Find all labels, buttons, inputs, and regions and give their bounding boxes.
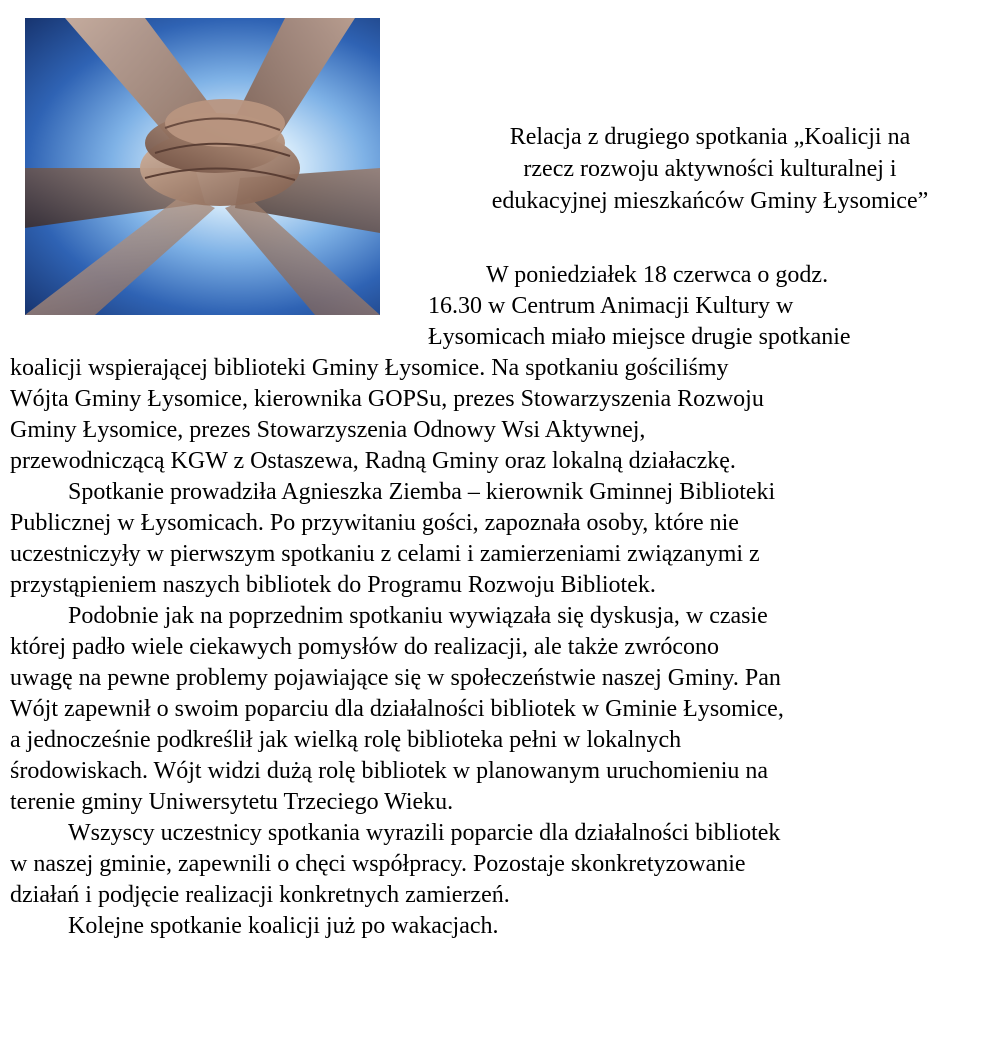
- text-line: Publicznej w Łysomicach. Po przywitaniu gości, zapoznała osoby, które nie: [10, 510, 739, 536]
- title-line: rzecz rozwoju aktywności kulturalnej i: [523, 156, 897, 182]
- text-line: środowiskach. Wójt widzi dużą rolę bibliotek w planowanym uruchomieniu na: [10, 758, 769, 784]
- paragraph-5: [10, 911, 1000, 942]
- text-line: terenie gminy Uniwersytetu Trzeciego Wieku.: [10, 789, 454, 815]
- article-body: [10, 260, 1000, 942]
- text-line: uwagę na pewne problemy pojawiające się w społeczeństwie naszej Gminy. Pan: [10, 665, 781, 691]
- article-title: [420, 121, 1000, 217]
- paragraph-1: [10, 260, 1000, 477]
- paragraph-4: [10, 818, 1000, 911]
- text-line: koalicji wspierającej biblioteki Gminy Łysomice. Na spotkaniu gościliśmy: [10, 355, 729, 381]
- title-line: Relacja z drugiego spotkania „Koalicji na: [509, 124, 911, 150]
- text-line: W poniedziałek 18 czerwca o godz.: [486, 262, 829, 288]
- text-line: Kolejne spotkanie koalicji już po wakacjach.: [68, 913, 499, 939]
- text-line: przewodniczącą KGW z Ostaszewa, Radną Gminy oraz lokalną działaczkę.: [10, 448, 736, 474]
- text-line: Wójta Gminy Łysomice, kierownika GOPSu, prezes Stowarzyszenia Rozwoju: [10, 386, 764, 412]
- text-line: Gminy Łysomice, prezes Stowarzyszenia Odnowy Wsi Aktywnej,: [10, 417, 646, 443]
- text-line: działań i podjęcie realizacji konkretnych zamierzeń.: [10, 882, 510, 908]
- text-line: a jednocześnie podkreślił jak wielką rolę biblioteka pełni w lokalnych: [10, 727, 682, 753]
- text-line: Wszyscy uczestnicy spotkania wyrazili poparcie dla działalności bibliotek: [68, 820, 781, 846]
- text-line: Podobnie jak na poprzednim spotkaniu wywiązała się dyskusja, w czasie: [68, 603, 768, 629]
- text-line: Łysomicach miało miejsce drugie spotkanie: [428, 324, 851, 350]
- paragraph-3: [10, 601, 1000, 818]
- text-line: Wójt zapewnił o swoim poparciu dla działalności bibliotek w Gminie Łysomice,: [10, 696, 784, 722]
- text-line: Spotkanie prowadziła Agnieszka Ziemba – kierownik Gminnej Biblioteki: [68, 479, 776, 505]
- text-line: której padło wiele ciekawych pomysłów do realizacji, ale także zwrócono: [10, 634, 720, 660]
- text-line: przystąpieniem naszych bibliotek do Programu Rozwoju Bibliotek.: [10, 572, 656, 598]
- paragraph-2: [10, 477, 1000, 601]
- text-line: 16.30 w Centrum Animacji Kultury w: [428, 293, 794, 319]
- text-line: w naszej gminie, zapewnili o chęci współpracy. Pozostaje skonkretyzowanie: [10, 851, 746, 877]
- title-line: edukacyjnej mieszkańców Gminy Łysomice”: [491, 188, 929, 214]
- text-line: uczestniczyły w pierwszym spotkaniu z celami i zamierzeniami związanymi z: [10, 541, 760, 567]
